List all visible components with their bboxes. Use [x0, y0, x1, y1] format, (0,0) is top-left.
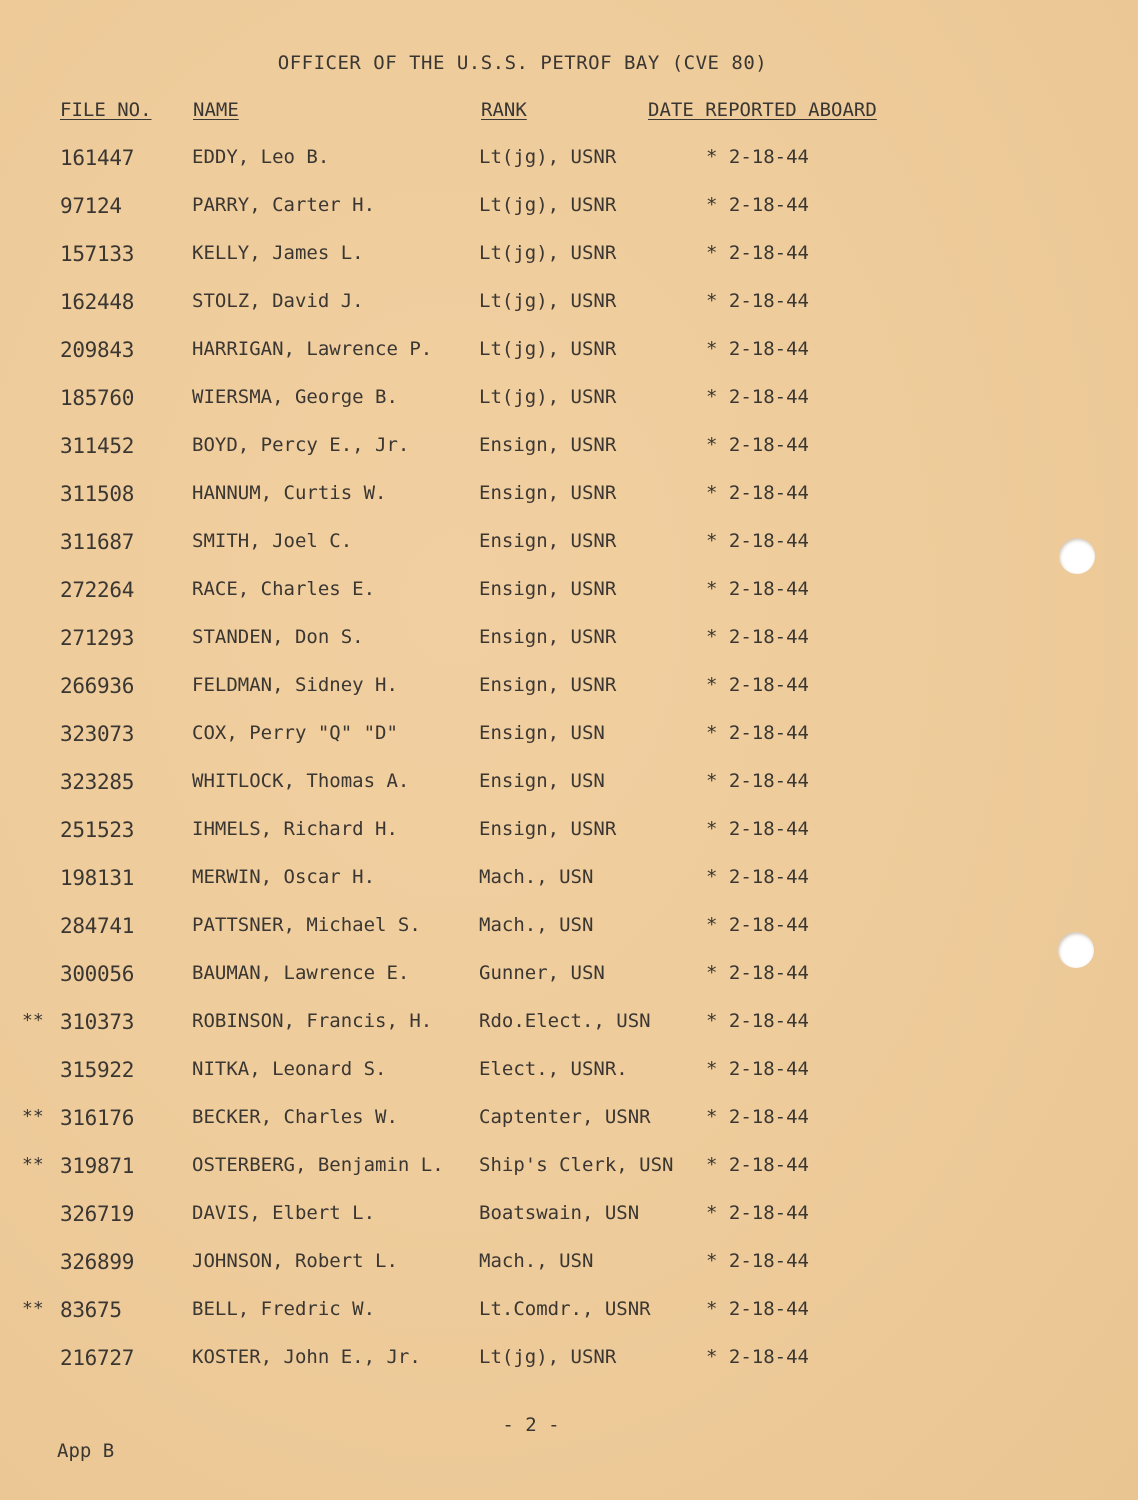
header-file-no: FILE NO.: [60, 99, 152, 121]
table-row: [0, 338, 1138, 368]
date-reported: * 2-18-44: [706, 674, 809, 696]
officer-name: STANDEN, Don S.: [192, 626, 364, 648]
table-row: [0, 530, 1138, 560]
officer-rank: Ensign, USNR: [479, 818, 617, 840]
file-number: 161447: [60, 146, 135, 170]
officer-rank: Mach., USN: [479, 914, 594, 936]
officer-name: BECKER, Charles W.: [192, 1106, 398, 1128]
officer-rank: Ensign, USNR: [479, 530, 617, 552]
table-row: [0, 914, 1138, 944]
date-reported: * 2-18-44: [706, 578, 809, 600]
table-row: [0, 146, 1138, 176]
file-number: 311687: [60, 530, 135, 554]
table-row: [0, 866, 1138, 896]
officer-rank: Ensign, USNR: [479, 578, 617, 600]
file-number: 316176: [60, 1106, 135, 1130]
officer-rank: Lt(jg), USNR: [479, 386, 617, 408]
table-row: [0, 482, 1138, 512]
officer-rank: Ensign, USNR: [479, 626, 617, 648]
officer-name: KELLY, James L.: [192, 242, 364, 264]
appendix-label: App B: [57, 1440, 115, 1462]
table-row: [0, 962, 1138, 992]
officer-rank: Lt.Comdr., USNR: [479, 1298, 651, 1320]
officer-rank: Mach., USN: [479, 1250, 594, 1272]
officer-name: BELL, Fredric W.: [192, 1298, 376, 1320]
file-number: 300056: [60, 962, 135, 986]
officer-rank: Boatswain, USN: [479, 1202, 640, 1224]
page-title: OFFICER OF THE U.S.S. PETROF BAY (CVE 80): [277, 52, 768, 74]
officer-name: WHITLOCK, Thomas A.: [192, 770, 410, 792]
table-row: [0, 1298, 1138, 1328]
officer-rank: Gunner, USN: [479, 962, 605, 984]
table-row: [0, 1010, 1138, 1040]
officer-name: KOSTER, John E., Jr.: [192, 1346, 421, 1368]
date-reported: * 2-18-44: [706, 1298, 809, 1320]
file-number: 315922: [60, 1058, 135, 1082]
file-number: 157133: [60, 242, 135, 266]
officer-name: COX, Perry "Q" "D": [192, 722, 398, 744]
date-reported: * 2-18-44: [706, 1202, 809, 1224]
date-reported: * 2-18-44: [706, 866, 809, 888]
date-reported: * 2-18-44: [706, 194, 809, 216]
file-number: 323285: [60, 770, 135, 794]
file-number: 311452: [60, 434, 135, 458]
officer-name: HANNUM, Curtis W.: [192, 482, 387, 504]
file-number: 326719: [60, 1202, 135, 1226]
date-reported: * 2-18-44: [706, 386, 809, 408]
officer-name: SMITH, Joel C.: [192, 530, 353, 552]
officer-name: ROBINSON, Francis, H.: [192, 1010, 433, 1032]
date-reported: * 2-18-44: [706, 1154, 809, 1176]
date-reported: * 2-18-44: [706, 1010, 809, 1032]
date-reported: * 2-18-44: [706, 770, 809, 792]
date-reported: * 2-18-44: [706, 434, 809, 456]
header-rank: RANK: [481, 99, 527, 121]
file-number: 209843: [60, 338, 135, 362]
date-reported: * 2-18-44: [706, 242, 809, 264]
officer-rank: Rdo.Elect., USN: [479, 1010, 651, 1032]
header-date-reported: DATE REPORTED ABOARD: [648, 99, 877, 121]
date-reported: * 2-18-44: [706, 1346, 809, 1368]
date-reported: * 2-18-44: [706, 1058, 809, 1080]
officer-name: MERWIN, Oscar H.: [192, 866, 376, 888]
file-number: 162448: [60, 290, 135, 314]
officer-name: STOLZ, David J.: [192, 290, 364, 312]
officer-rank: Ensign, USN: [479, 770, 605, 792]
date-reported: * 2-18-44: [706, 146, 809, 168]
binder-hole: [1058, 932, 1094, 968]
officer-rank: Ensign, USN: [479, 722, 605, 744]
table-row: [0, 194, 1138, 224]
officer-name: BAUMAN, Lawrence E.: [192, 962, 410, 984]
officer-name: PATTSNER, Michael S.: [192, 914, 421, 936]
file-number: 198131: [60, 866, 135, 890]
officer-rank: Mach., USN: [479, 866, 594, 888]
officer-name: JOHNSON, Robert L.: [192, 1250, 398, 1272]
date-reported: * 2-18-44: [706, 338, 809, 360]
officer-rank: Lt(jg), USNR: [479, 146, 617, 168]
officer-rank: Ensign, USNR: [479, 482, 617, 504]
officer-rank: Lt(jg), USNR: [479, 194, 617, 216]
officer-name: DAVIS, Elbert L.: [192, 1202, 376, 1224]
table-row: [0, 1250, 1138, 1280]
officer-rank: Lt(jg), USNR: [479, 242, 617, 264]
file-number: 251523: [60, 818, 135, 842]
officer-rank: Lt(jg), USNR: [479, 1346, 617, 1368]
table-row: [0, 242, 1138, 272]
file-number: 326899: [60, 1250, 135, 1274]
table-row: [0, 674, 1138, 704]
officer-rank: Lt(jg), USNR: [479, 338, 617, 360]
officer-name: WIERSMA, George B.: [192, 386, 398, 408]
date-reported: * 2-18-44: [706, 962, 809, 984]
table-row: [0, 626, 1138, 656]
file-number: 311508: [60, 482, 135, 506]
row-mark: **: [22, 1106, 44, 1127]
row-mark: **: [22, 1154, 44, 1175]
officer-name: BOYD, Percy E., Jr.: [192, 434, 410, 456]
table-row: [0, 386, 1138, 416]
table-row: [0, 1154, 1138, 1184]
file-number: 185760: [60, 386, 135, 410]
file-number: 319871: [60, 1154, 135, 1178]
binder-hole: [1059, 538, 1095, 574]
file-number: 284741: [60, 914, 135, 938]
table-row: [0, 578, 1138, 608]
date-reported: * 2-18-44: [706, 1250, 809, 1272]
date-reported: * 2-18-44: [706, 818, 809, 840]
officer-rank: Ensign, USNR: [479, 674, 617, 696]
officer-rank: Lt(jg), USNR: [479, 290, 617, 312]
officer-name: PARRY, Carter H.: [192, 194, 376, 216]
officer-name: NITKA, Leonard S.: [192, 1058, 387, 1080]
officer-name: FELDMAN, Sidney H.: [192, 674, 398, 696]
row-mark: **: [22, 1298, 44, 1319]
date-reported: * 2-18-44: [706, 1106, 809, 1128]
file-number: 323073: [60, 722, 135, 746]
officer-rank: Elect., USNR.: [479, 1058, 628, 1080]
table-row: [0, 434, 1138, 464]
header-name: NAME: [193, 99, 239, 121]
file-number: 266936: [60, 674, 135, 698]
officer-name: RACE, Charles E.: [192, 578, 376, 600]
table-row: [0, 722, 1138, 752]
table-row: [0, 770, 1138, 800]
table-row: [0, 818, 1138, 848]
officer-name: HARRIGAN, Lawrence P.: [192, 338, 433, 360]
date-reported: * 2-18-44: [706, 530, 809, 552]
officer-name: OSTERBERG, Benjamin L.: [192, 1154, 444, 1176]
page-number: - 2 -: [502, 1414, 560, 1436]
file-number: 216727: [60, 1346, 135, 1370]
row-mark: **: [22, 1010, 44, 1031]
table-row: [0, 1202, 1138, 1232]
officer-rank: Ensign, USNR: [479, 434, 617, 456]
file-number: 310373: [60, 1010, 135, 1034]
date-reported: * 2-18-44: [706, 722, 809, 744]
date-reported: * 2-18-44: [706, 482, 809, 504]
file-number: 271293: [60, 626, 135, 650]
officer-name: EDDY, Leo B.: [192, 146, 330, 168]
officer-name: IHMELS, Richard H.: [192, 818, 398, 840]
file-number: 83675: [60, 1298, 122, 1322]
officer-rank: Captenter, USNR: [479, 1106, 651, 1128]
date-reported: * 2-18-44: [706, 626, 809, 648]
table-row: [0, 1346, 1138, 1376]
date-reported: * 2-18-44: [706, 914, 809, 936]
officer-rank: Ship's Clerk, USN: [479, 1154, 674, 1176]
table-row: [0, 1058, 1138, 1088]
table-row: [0, 290, 1138, 320]
date-reported: * 2-18-44: [706, 290, 809, 312]
table-row: [0, 1106, 1138, 1136]
file-number: 272264: [60, 578, 135, 602]
file-number: 97124: [60, 194, 122, 218]
